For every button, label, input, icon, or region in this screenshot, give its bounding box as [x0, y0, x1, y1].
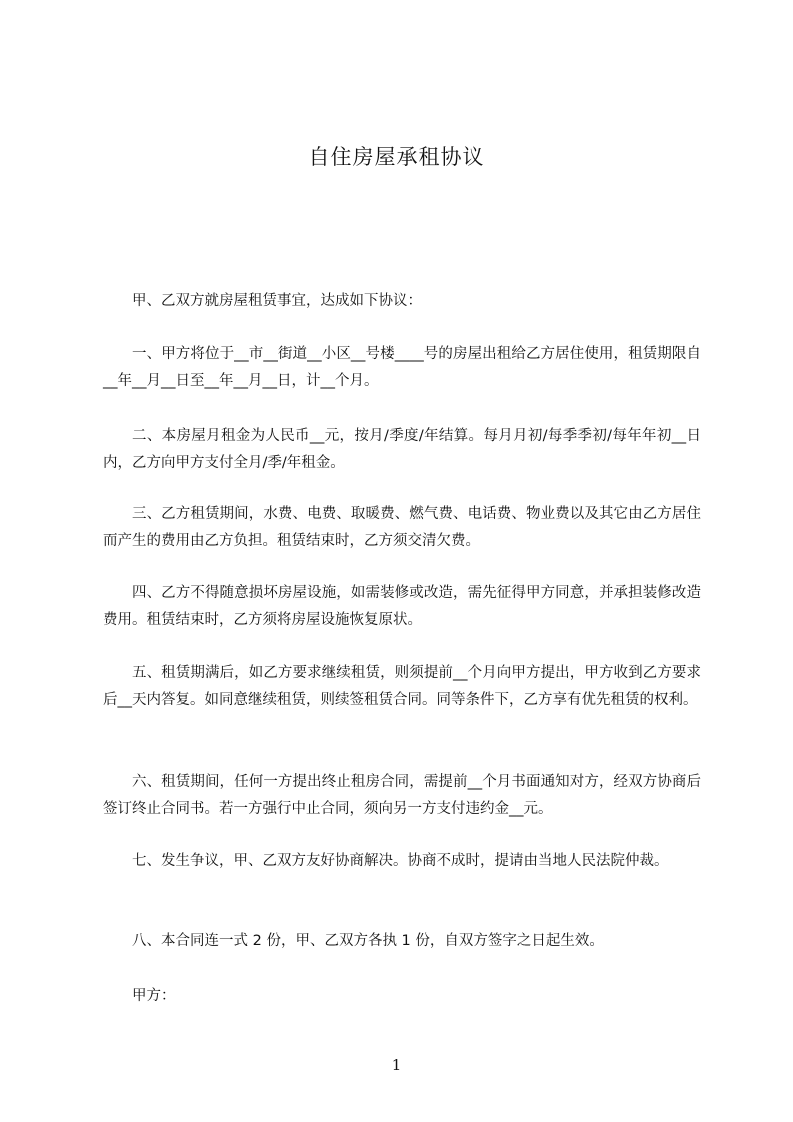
clause-5: 五、租赁期满后，如乙方要求继续租赁，则须提前__个月向甲方提出，甲方收到乙方要求后__天内答复。如同意继续租赁，则续签租赁合同。同等条件下，乙方享有优先租赁的权利。	[103, 665, 701, 708]
clause-6: 六、租赁期间，任何一方提出终止租房合同，需提前__个月书面通知对方，经双方协商后签订终止合同书。若一方强行中止合同，须向另一方支付违约金__元。	[103, 774, 701, 817]
page-number: 1	[391, 1056, 402, 1074]
clause-2: 二、本房屋月租金为人民币__元，按月/季度/年结算。每月月初/每季季初/每年年初__日内，乙方向甲方支付全月/季/年租金。	[103, 428, 701, 471]
clause-8: 八、本合同连一式 2 份，甲、乙双方各执 1 份，自双方签字之日起生效。	[132, 933, 604, 949]
document-title: 自住房屋承租协议	[308, 145, 485, 169]
clause-1: 一、甲方将位于__市__街道__小区__号楼____号的房屋出租给乙方居住使用，租赁期限自__年__月__日至__年__月__日，计__个月。	[103, 346, 701, 389]
clause-7: 七、发生争议，甲、乙双方友好协商解决。协商不成时，提请由当地人民法院仲裁。	[132, 853, 669, 869]
clause-4: 四、乙方不得随意损坏房屋设施，如需装修或改造，需先征得甲方同意，并承担装修改造费用。租赁结束时，乙方须将房屋设施恢复原状。	[103, 585, 701, 628]
clause-3: 三、乙方租赁期间，水费、电费、取暖费、燃气费、电话费、物业费以及其它由乙方居住而产生的费用由乙方负担。租赁结束时，乙方须交清欠费。	[103, 506, 701, 549]
party-a-signature-label: 甲方：	[132, 988, 176, 1004]
intro-paragraph: 甲、乙双方就房屋租赁事宜，达成如下协议：	[132, 293, 422, 309]
